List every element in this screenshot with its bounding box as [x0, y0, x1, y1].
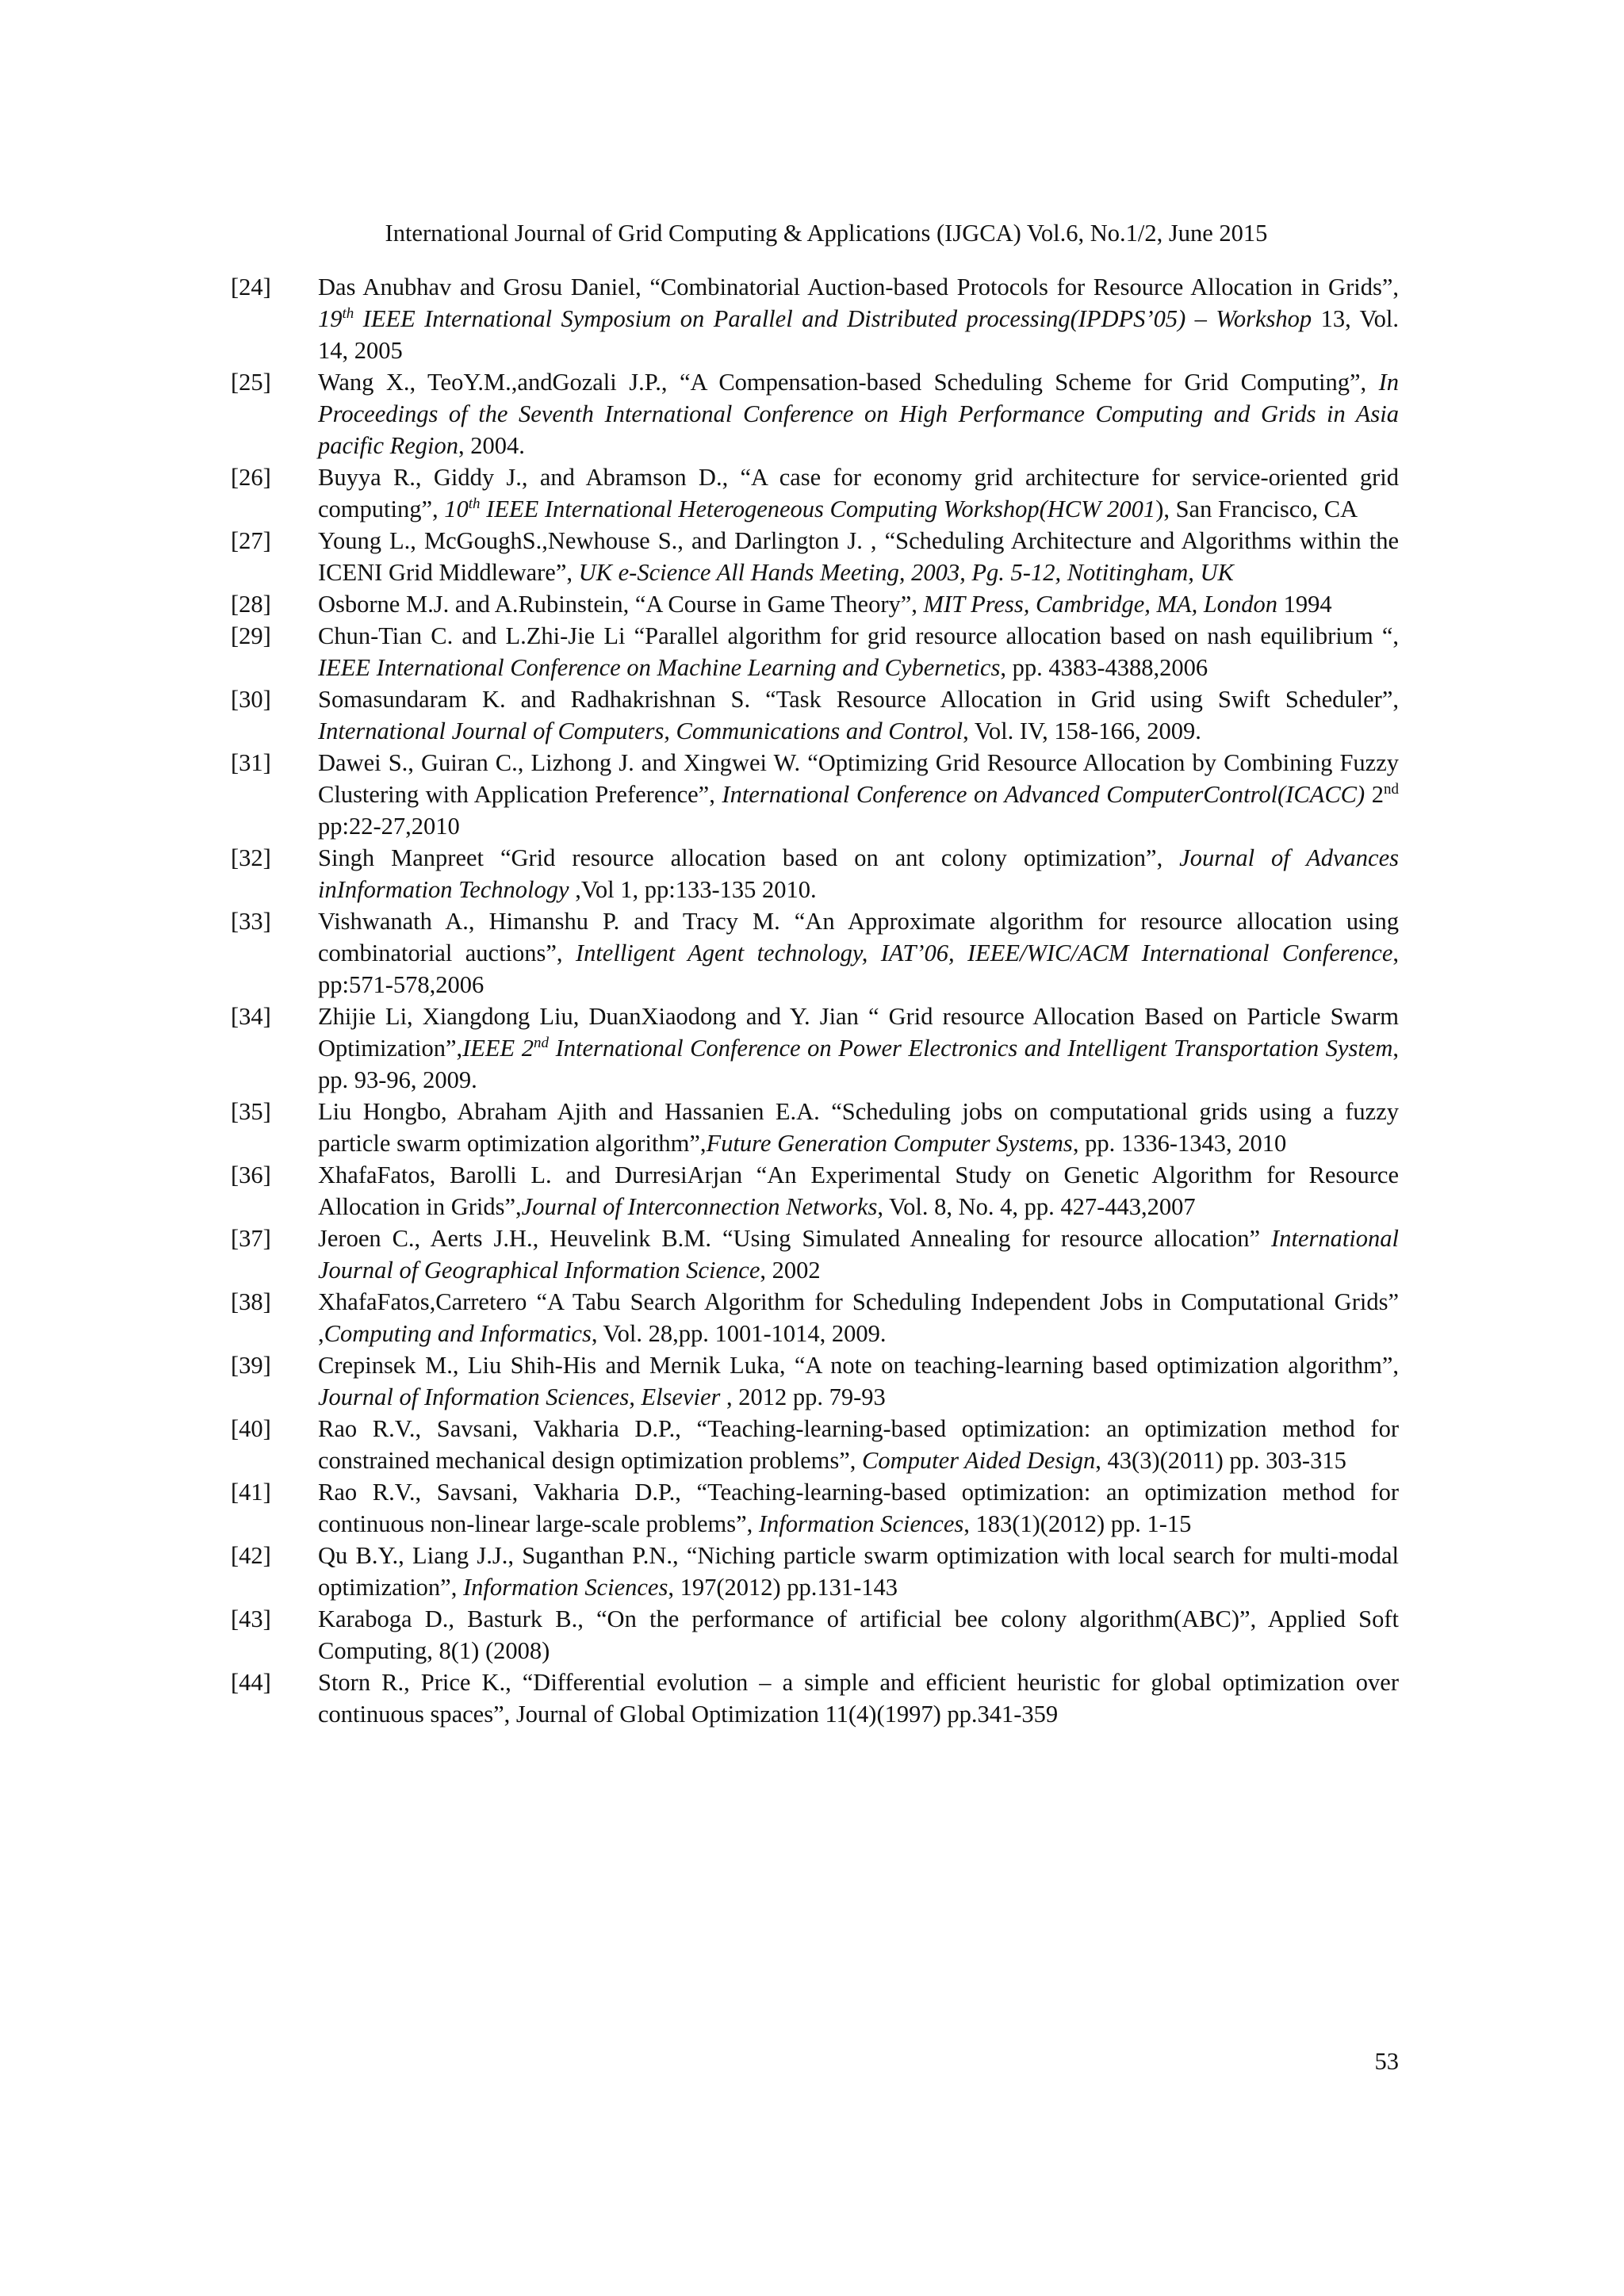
page-number: 53 [1374, 2048, 1399, 2075]
reference-item [0, 1540, 1624, 1603]
reference-text [318, 1413, 1399, 1476]
reference-segment: Liu Hongbo, Abraham Ajith and Hassanien E.A. “Scheduling jobs on computational grids using a fuzzy particle swarm optimization algorithm”, [318, 1098, 1399, 1157]
italic-text: International Journal of Geographical Information Science [318, 1225, 1399, 1284]
reference-segment: , 43(3)(2011) pp. 303-315 [1095, 1447, 1346, 1474]
reference-segment: Rao R.V., Savsani, Vakharia D.P., “Teaching-learning-based optimization: an optimization method for constrained mechanical design optimization problems”, [318, 1415, 1399, 1474]
reference-text [318, 1001, 1399, 1096]
reference-number: [36] [231, 1161, 271, 1188]
italic-text: Future Generation Computer Systems [706, 1130, 1073, 1157]
italic-text: Journal of Interconnection Networks [521, 1193, 878, 1220]
reference-item [0, 842, 1624, 905]
reference-segment: ,Vol 1, pp:133-135 2010. [569, 876, 817, 903]
reference-number: [33] [231, 908, 271, 935]
reference-item [0, 1159, 1624, 1223]
reference-segment: Jeroen C., Aerts J.H., Heuvelink B.M. “Using Simulated Annealing for resource allocation” [318, 1225, 1272, 1252]
reference-number: [43] [231, 1605, 271, 1632]
italic-text: Information Sciences [462, 1574, 668, 1601]
reference-text [318, 1603, 1399, 1667]
reference-item [0, 1476, 1624, 1540]
reference-text [318, 366, 1399, 461]
reference-segment: , pp. 93-96, 2009. [318, 1035, 1399, 1093]
reference-item [0, 905, 1624, 1001]
reference-number: [35] [231, 1098, 271, 1125]
reference-text [318, 588, 1399, 620]
reference-item [0, 1286, 1624, 1349]
italic-text: IEEE International Conference on Machine Learning and Cybernetics [318, 654, 1001, 681]
reference-item [0, 461, 1624, 525]
reference-text [318, 683, 1399, 747]
reference-segment: Buyya R., Giddy J., and Abramson D., “A case for economy grid architecture for service-oriented grid computing”, [318, 464, 1399, 522]
reference-number: [31] [231, 749, 271, 776]
reference-segment: Somasundaram K. and Radhakrishnan S. “Task Resource Allocation in Grid using Swift Scheduler”, [318, 686, 1399, 713]
reference-text [318, 1286, 1399, 1349]
reference-item [0, 747, 1624, 842]
reference-text [318, 1223, 1399, 1286]
reference-item [0, 1667, 1624, 1730]
reference-number: [27] [231, 527, 271, 554]
reference-segment: Wang X., TeoY.M.,andGozali J.P., “A Compensation-based Scheduling Scheme for Grid Computing”, [318, 369, 1379, 396]
reference-text [318, 1476, 1399, 1540]
reference-item [0, 366, 1624, 461]
reference-segment: 2 [1365, 781, 1385, 808]
superscript-text: nd [1384, 780, 1400, 798]
reference-segment: , 183(1)(2012) pp. 1-15 [963, 1510, 1192, 1537]
italic-text: MIT Press, Cambridge, MA, London [923, 591, 1278, 618]
reference-segment: 13, Vol. 14, 2005 [318, 305, 1399, 364]
reference-text [318, 525, 1399, 588]
reference-text [318, 461, 1399, 525]
reference-segment: Qu B.Y., Liang J.J., Suganthan P.N., “Niching particle swarm optimization with local search for multi-modal optimization”, [318, 1542, 1399, 1601]
reference-segment: , 197(2012) pp.131-143 [668, 1574, 898, 1601]
reference-number: [34] [231, 1003, 271, 1030]
reference-number: [32] [231, 844, 271, 871]
reference-number: [37] [231, 1225, 271, 1252]
italic-text: 19 [318, 305, 343, 332]
reference-item [0, 1413, 1624, 1476]
italic-text: Computer Aided Design [862, 1447, 1096, 1474]
reference-number: [38] [231, 1288, 271, 1315]
italic-text: International Journal of Computers, Communications and Control [318, 718, 963, 744]
journal-header: International Journal of Grid Computing & Applications (IJGCA) Vol.6, No.1/2, June 2015 [385, 220, 1268, 247]
reference-segment: Dawei S., Guiran C., Lizhong J. and Xingwei W. “Optimizing Grid Resource Allocation by Combining Fuzzy Clustering with Application Preference”, [318, 749, 1399, 808]
reference-item [0, 683, 1624, 747]
italic-text: 10 [444, 496, 469, 522]
reference-text [318, 1349, 1399, 1413]
superscript-text: th [342, 304, 354, 322]
reference-number: [44] [231, 1669, 271, 1696]
reference-segment: Chun-Tian C. and L.Zhi-Jie Li “Parallel algorithm for grid resource allocation based on nash equilibrium “, [318, 622, 1399, 649]
reference-segment: ), San Francisco, CA [1155, 496, 1358, 522]
reference-item [0, 1349, 1624, 1413]
reference-number: [40] [231, 1415, 271, 1442]
reference-item [0, 1223, 1624, 1286]
italic-text: Information Sciences [758, 1510, 964, 1537]
reference-segment: Karaboga D., Basturk B., “On the performance of artificial bee colony algorithm(ABC)”, Applied Soft Computing, 8(1) (2008) [318, 1605, 1399, 1664]
reference-segment: , pp:571-578,2006 [318, 939, 1399, 998]
reference-segment: Vishwanath A., Himanshu P. and Tracy M. “An Approximate algorithm for resource allocation using combinatorial auctions”, [318, 908, 1399, 966]
reference-segment: Osborne M.J. and A.Rubinstein, “A Course in Game Theory”, [318, 591, 924, 618]
reference-segment: Young L., McGoughS.,Newhouse S., and Darlington J. , “Scheduling Architecture and Algorithms within the ICENI Grid Middleware”, [318, 527, 1399, 586]
reference-segment: Singh Manpreet “Grid resource allocation based on ant colony optimization”, [318, 844, 1180, 871]
reference-segment: , Vol. IV, 158-166, 2009. [963, 718, 1201, 744]
reference-segment: Storn R., Price K., “Differential evolution – a simple and efficient heuristic for global optimization over continuous spaces”, Journal of Global Optimization 11(4)(1997) pp.341-359 [318, 1669, 1399, 1728]
reference-segment: Zhijie Li, Xiangdong Liu, DuanXiaodong and Y. Jian “ Grid resource Allocation Based on Particle Swarm Optimization”, [318, 1003, 1399, 1062]
reference-text [318, 1096, 1399, 1159]
reference-number: [25] [231, 369, 271, 396]
italic-text: Computing and Informatics [324, 1320, 592, 1347]
reference-number: [24] [231, 274, 271, 300]
reference-number: [41] [231, 1479, 271, 1506]
reference-item [0, 1001, 1624, 1096]
superscript-text: th [468, 495, 481, 512]
reference-text [318, 747, 1399, 842]
reference-text [318, 271, 1399, 366]
reference-segment: 1994 [1277, 591, 1332, 618]
italic-text: Intelligent Agent technology, IAT’06, IEEE/WIC/ACM International Conference [575, 939, 1393, 966]
italic-text: IEEE 2 [462, 1035, 534, 1062]
reference-segment: , pp. 4383-4388,2006 [1000, 654, 1208, 681]
italic-text: International Conference on Power Electronics and Intelligent Transportation System [549, 1035, 1393, 1062]
reference-segment: , Vol. 28,pp. 1001-1014, 2009. [591, 1320, 887, 1347]
reference-segment: , 2012 pp. 79-93 [720, 1383, 886, 1410]
reference-item [0, 588, 1624, 620]
reference-segment: XhafaFatos, Barolli L. and DurresiArjan “An Experimental Study on Genetic Algorithm for Resource Allocation in Grids”, [318, 1161, 1399, 1220]
italic-text: Journal of Advances inInformation Technology [318, 844, 1400, 903]
reference-item [0, 525, 1624, 588]
italic-text: International Conference on Advanced ComputerControl(ICACC) [722, 781, 1365, 808]
reference-segment: , 2002 [760, 1257, 821, 1284]
reference-segment: , Vol. 8, No. 4, pp. 427-443,2007 [877, 1193, 1196, 1220]
reference-text [318, 1667, 1399, 1730]
reference-item [0, 1603, 1624, 1667]
reference-text [318, 620, 1399, 683]
italic-text: IEEE International Heterogeneous Computing Workshop(HCW 2001 [480, 496, 1156, 522]
reference-number: [30] [231, 686, 271, 713]
reference-number: [42] [231, 1542, 271, 1569]
italic-text: Journal of Information Sciences, Elsevier [318, 1383, 721, 1410]
italic-text: UK e-Science All Hands Meeting, 2003, Pg. 5-12, Notitingham, UK [578, 559, 1234, 586]
italic-text: IEEE International Symposium on Parallel and Distributed processing(IPDPS’05) – Workshop [354, 305, 1312, 332]
reference-text [318, 842, 1399, 905]
reference-item [0, 271, 1624, 366]
reference-text [318, 1159, 1399, 1223]
reference-item [0, 620, 1624, 683]
reference-segment: Das Anubhav and Grosu Daniel, “Combinatorial Auction-based Protocols for Resource Allocation in Grids”, [318, 274, 1399, 300]
italic-text: In Proceedings of the Seventh International Conference on High Performance Computing and Grids in Asia pacific Region [318, 369, 1399, 459]
reference-segment: , pp. 1336-1343, 2010 [1072, 1130, 1287, 1157]
reference-segment: Rao R.V., Savsani, Vakharia D.P., “Teaching-learning-based optimization: an optimization method for continuous non-linear large-scale problems”, [318, 1479, 1399, 1537]
reference-number: [29] [231, 622, 271, 649]
reference-segment: , 2004. [458, 432, 525, 459]
reference-segment: XhafaFatos,Carretero “A Tabu Search Algorithm for Scheduling Independent Jobs in Computational Grids” , [318, 1288, 1399, 1347]
reference-text [318, 905, 1399, 1001]
reference-item [0, 1096, 1624, 1159]
reference-text [318, 1540, 1399, 1603]
reference-number: [28] [231, 591, 271, 618]
reference-number: [39] [231, 1352, 271, 1379]
reference-segment: Crepinsek M., Liu Shih-His and Mernik Luka, “A note on teaching-learning based optimization algorithm”, [318, 1352, 1399, 1379]
superscript-text: nd [534, 1034, 549, 1051]
reference-segment: pp:22-27,2010 [318, 813, 460, 840]
reference-number: [26] [231, 464, 271, 491]
reference-list [0, 271, 1624, 1730]
